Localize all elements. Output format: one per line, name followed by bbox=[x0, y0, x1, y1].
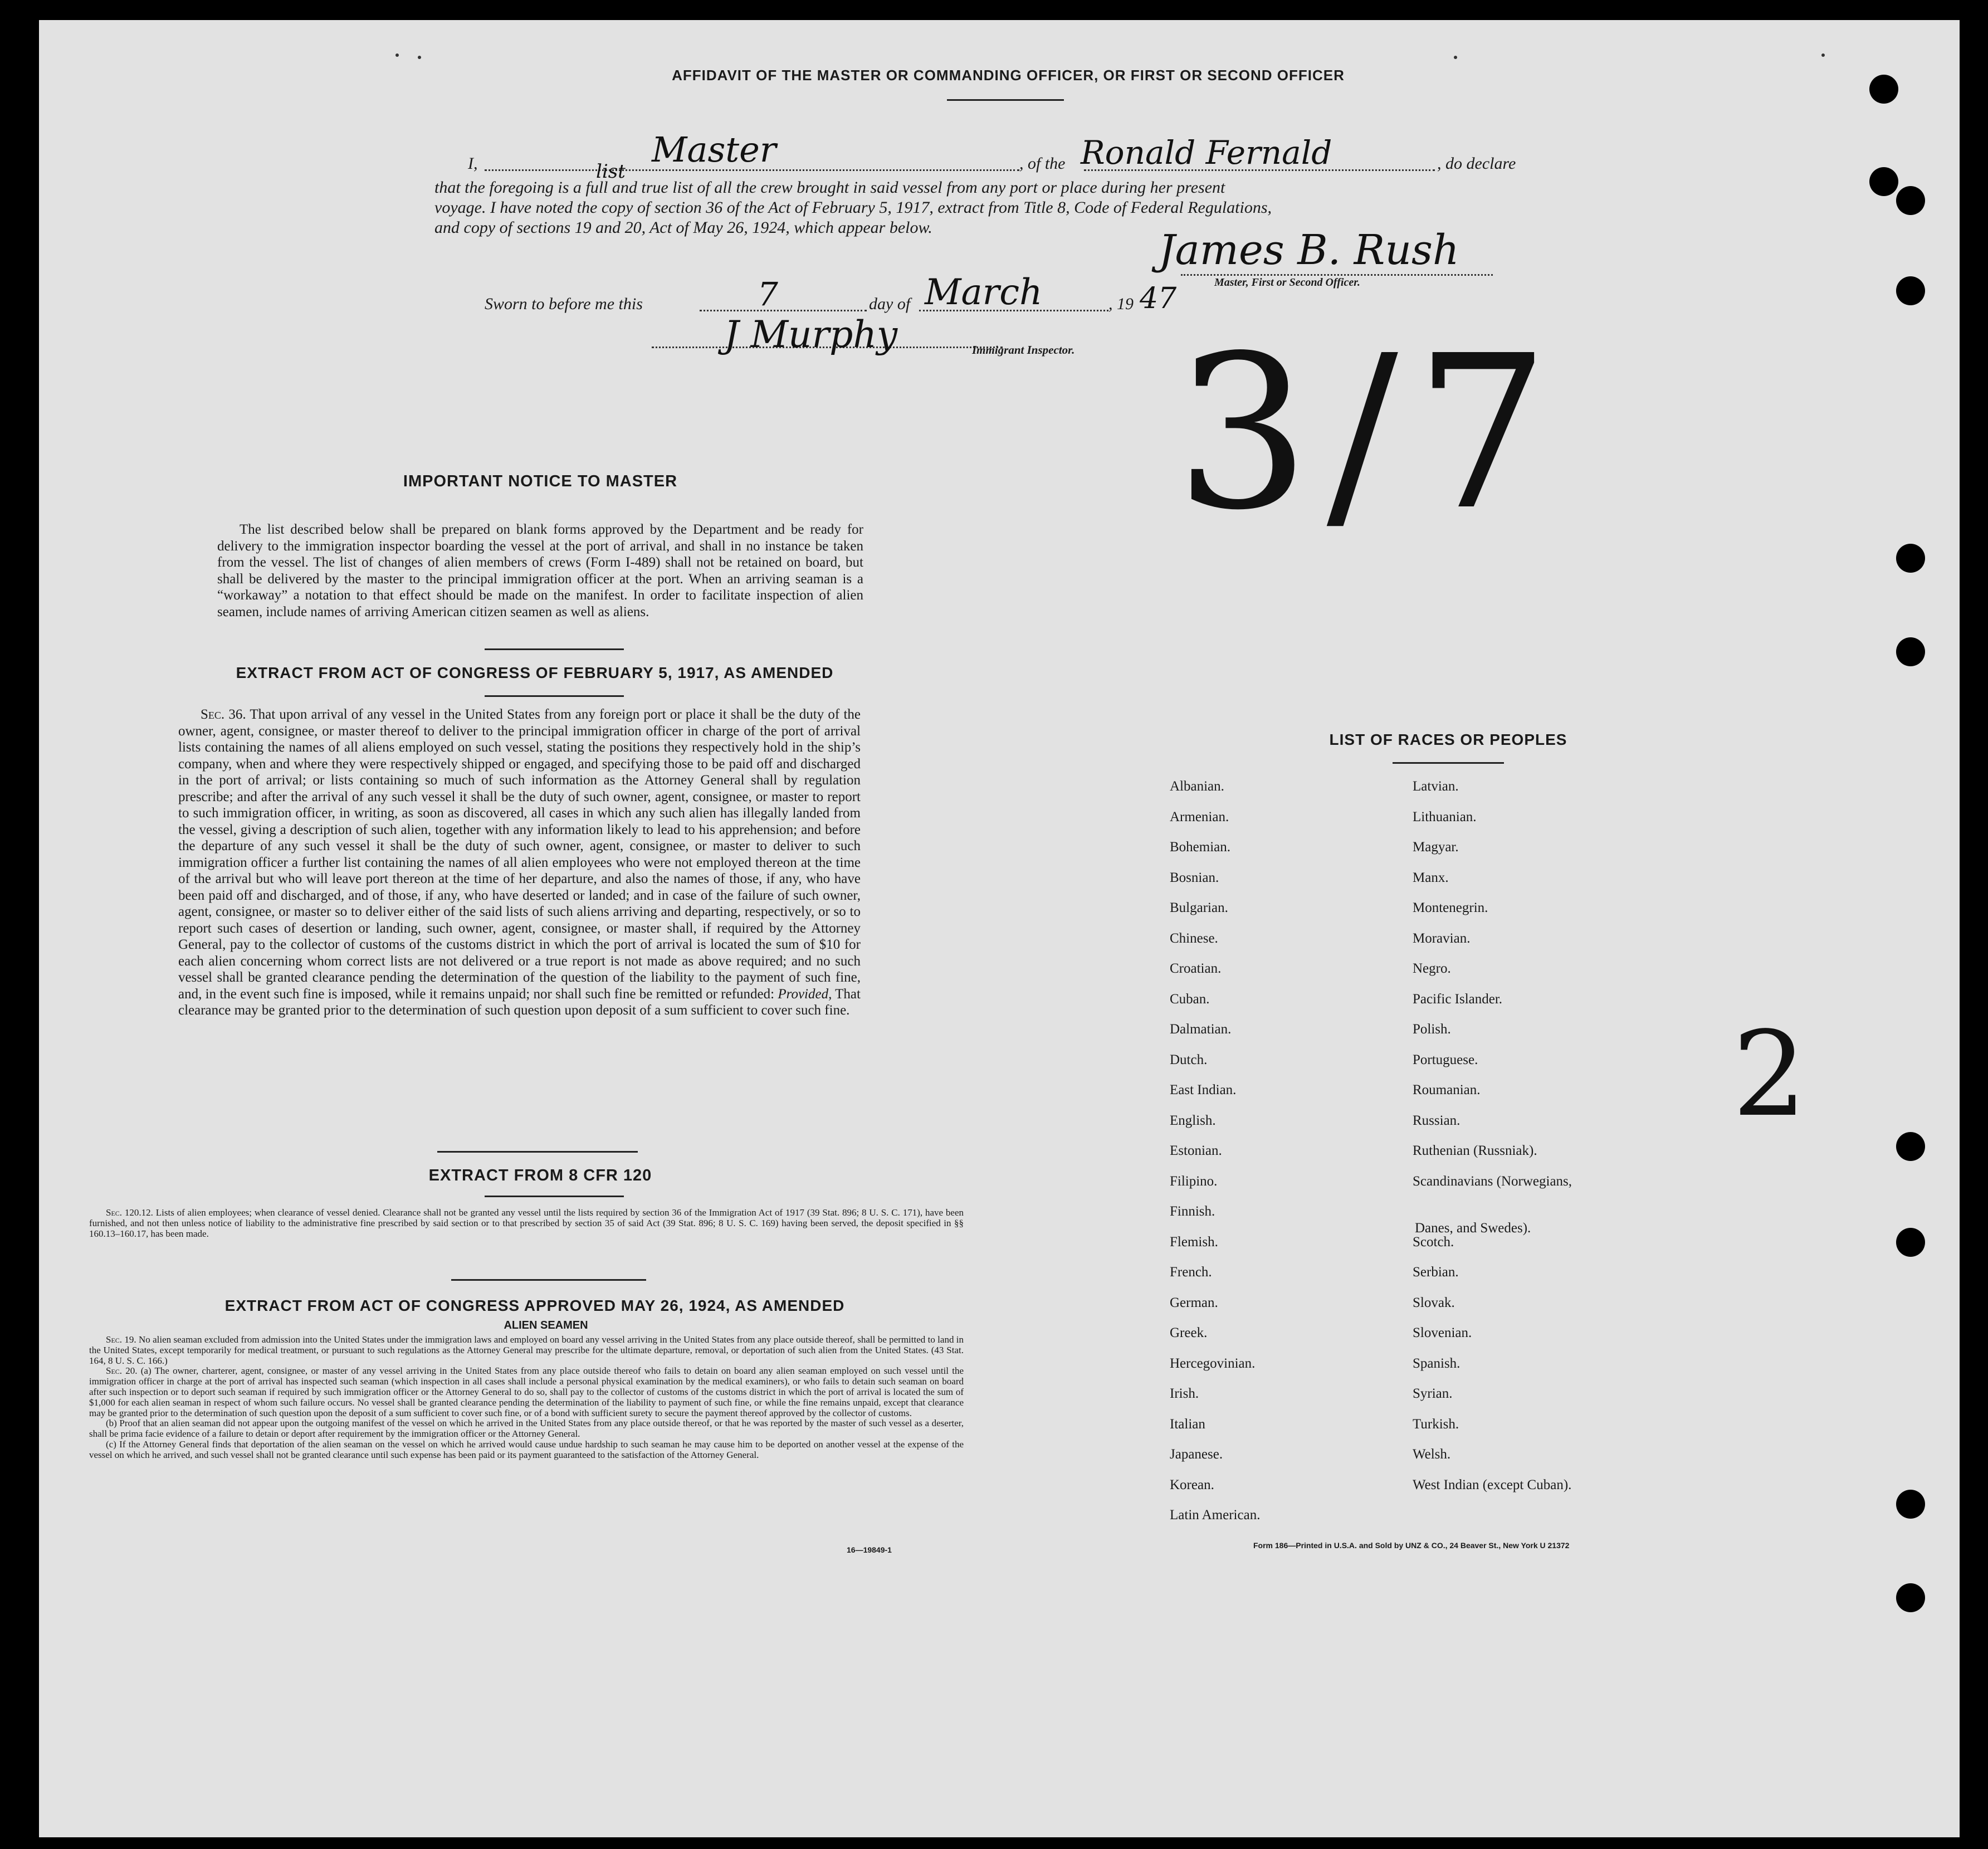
sec-20a-paragraph bbox=[89, 1366, 964, 1418]
race-item: Croatian. bbox=[1170, 961, 1222, 976]
master-signature: James B. Rush bbox=[1159, 226, 1459, 274]
punch-hole-1 bbox=[1869, 75, 1898, 104]
races-underline bbox=[1393, 762, 1504, 764]
sec-19-paragraph bbox=[89, 1335, 964, 1366]
speck bbox=[395, 53, 399, 57]
page-number-annotation: 2 bbox=[1732, 1006, 1807, 1143]
sec-120-text: Lists of alien employees; when clearance of vessel denied. Clearance shall not be granted any vessel until the lists required by section 36 of the Immigration Act of 1917 (39 Stat. 896; 8 U. S. C. 171), have been furnished, and not then unless notice of liability to the administrative fine prescribed by said section or to that prescribed by section 35 of said Act (39 Stat. 896; 8 U. S. C. 169) having been served, the deposit specified in §§ 160.13–160.17, has been made. bbox=[89, 1207, 964, 1239]
race-item: Chinese. bbox=[1170, 930, 1218, 946]
race-item: Scotch. bbox=[1413, 1234, 1454, 1250]
race-item: East Indian. bbox=[1170, 1082, 1237, 1097]
races-heading: LIST OF RACES OR PEOPLES bbox=[1329, 731, 1567, 748]
notice-divider bbox=[485, 648, 624, 650]
race-item: Bosnian. bbox=[1170, 870, 1219, 885]
race-item: Hercegovinian. bbox=[1170, 1355, 1256, 1371]
sec-20a-text: (a) The owner, charterer, agent, consignee, or master of any vessel arriving in the United States from any place outside thereof who fails to detain on board any alien seaman employed on such vessel until the immigration officer in charge at the port of arrival has inspected such seaman (which inspection in all cases shall include a personal physical examination by the medical examiners), or who fails to detain such seaman on board after such inspection or to deport such seaman if required by such immigration officer or the Attorney General to do so, shall pay to the collector of customs of the customs district in which the port of arrival is located the sum of $1,000 for each alien seaman in respect of whom such failure occurs. No vessel shall be granted clearance pending the determination of the liability to payment of such fine, or while the fine remains unpaid, except that clearance may be granted prior to the determination of such question upon the deposit of a sum sufficient to cover such fine, or of a bond with sufficient surety to secure the payment thereof approved by the collector of customs. bbox=[89, 1365, 964, 1418]
race-item: Danes, and Swedes). bbox=[1415, 1221, 1531, 1236]
race-item: Estonian. bbox=[1170, 1143, 1222, 1158]
race-item: Serbian. bbox=[1413, 1265, 1459, 1280]
race-item: Scandinavians (Norwegians, bbox=[1413, 1173, 1572, 1189]
extract-1917-underline bbox=[485, 695, 624, 697]
vessel-name-handwritten: Ronald Fernald bbox=[1081, 134, 1332, 172]
race-item: Pacific Islander. bbox=[1413, 991, 1503, 1007]
year-prefix: , 19 bbox=[1108, 295, 1134, 313]
declaration-line-3: voyage. I have noted the copy of section 36 of the Act of February 5, 1917, extract from Title 8, Code of Federal Regulations, bbox=[434, 198, 1272, 217]
cfr-heading: EXTRACT FROM 8 CFR 120 bbox=[428, 1167, 652, 1184]
race-item: Negro. bbox=[1413, 961, 1451, 976]
inspector-caption: Immigrant Inspector. bbox=[972, 343, 1075, 357]
race-item: Bulgarian. bbox=[1170, 900, 1228, 915]
race-item: Korean. bbox=[1170, 1477, 1214, 1492]
affidavit-title: AFFIDAVIT OF THE MASTER OR COMMANDING OFFICER, OR FIRST OR SECOND OFFICER bbox=[672, 67, 1345, 84]
year-handwritten: 47 bbox=[1140, 282, 1177, 315]
race-item: Filipino. bbox=[1170, 1173, 1218, 1189]
race-item: Slovenian. bbox=[1413, 1325, 1472, 1340]
speck bbox=[1454, 56, 1457, 59]
day-line bbox=[700, 310, 867, 311]
race-item: Ruthenian (Russniak). bbox=[1413, 1143, 1537, 1158]
master-signature-caption: Master, First or Second Officer. bbox=[1214, 276, 1360, 289]
race-item: Dutch. bbox=[1170, 1052, 1208, 1067]
race-item: West Indian (except Cuban). bbox=[1413, 1477, 1572, 1492]
race-item: Latvian. bbox=[1413, 779, 1459, 794]
extract-1917-text bbox=[178, 706, 861, 1019]
big-date-annotation: 3/7 bbox=[1175, 310, 1566, 557]
notice-text: The list described below shall be prepared on blank forms approved by the Department and be ready for delivery to the immigration inspector boarding the vessel at the port of arrival, and shall in no instance be taken from the vessel. The list of changes of alien members of crews (Form I-489) shall not be retained on board, but shall be delivered by the master to the principal immigration officer at the port. When an arriving seaman is a “workaway” a notation to that effect should be made on the manifest. In order to facilitate inspection of alien seamen, include names of arriving American citizen seamen as well as aliens. bbox=[217, 522, 863, 619]
race-item: Spanish. bbox=[1413, 1355, 1461, 1371]
sec-20-label: Sec. 20. bbox=[106, 1365, 138, 1377]
race-item: Moravian. bbox=[1413, 930, 1471, 946]
sworn-label: Sworn to before me this bbox=[485, 295, 643, 313]
day-of-label: day of bbox=[869, 295, 911, 313]
i-label: I, bbox=[468, 154, 478, 173]
form-printer-line: Form 186—Printed in U.S.A. and Sold by UNZ & CO., 24 Beaver St., New York U 21372 bbox=[1253, 1541, 1570, 1550]
form-code: 16—19849-1 bbox=[847, 1545, 892, 1554]
race-item: Montenegrin. bbox=[1413, 900, 1488, 915]
race-item: Magyar. bbox=[1413, 840, 1459, 855]
day-handwritten: 7 bbox=[758, 275, 778, 313]
cfr-divider bbox=[451, 1279, 646, 1281]
race-item: Roumanian. bbox=[1413, 1082, 1481, 1097]
extract-1917-divider bbox=[437, 1151, 638, 1153]
race-item: Italian bbox=[1170, 1416, 1205, 1432]
race-item: Latin American. bbox=[1170, 1508, 1261, 1523]
race-item: Flemish. bbox=[1170, 1234, 1218, 1250]
speck bbox=[418, 56, 421, 59]
race-item: Finnish. bbox=[1170, 1204, 1215, 1219]
race-item: Greek. bbox=[1170, 1325, 1208, 1340]
do-declare-label: , do declare bbox=[1437, 154, 1516, 173]
race-item: French. bbox=[1170, 1265, 1212, 1280]
list-type-handwritten: list bbox=[596, 160, 626, 183]
sec-19-label: Sec. 19. bbox=[106, 1334, 136, 1345]
sec-120-label: Sec. 120.12. bbox=[106, 1207, 153, 1218]
race-item: German. bbox=[1170, 1295, 1218, 1310]
race-item: Bohemian. bbox=[1170, 840, 1231, 855]
declaration-line-2: that the foregoing is a full and true list of all the crew brought in said vessel from any port or place during her present bbox=[434, 178, 1225, 197]
punch-hole-9 bbox=[1896, 1490, 1925, 1519]
punch-hole-8 bbox=[1896, 1228, 1925, 1257]
title-underline bbox=[947, 99, 1064, 101]
alien-seamen-subheading: ALIEN SEAMEN bbox=[504, 1319, 588, 1331]
punch-hole-5 bbox=[1896, 544, 1925, 573]
officer-title-handwritten: Master bbox=[652, 129, 776, 170]
cfr-text bbox=[89, 1208, 964, 1239]
of-the-label: , of the bbox=[1019, 154, 1066, 173]
punch-hole-4 bbox=[1896, 276, 1925, 305]
race-item: Irish. bbox=[1170, 1386, 1199, 1401]
race-item: Lithuanian. bbox=[1413, 809, 1477, 825]
extract-1917-heading: EXTRACT FROM ACT OF CONGRESS OF FEBRUARY 5, 1917, AS AMENDED bbox=[236, 664, 834, 681]
sec-20b-paragraph: (b) Proof that an alien seaman did not appear upon the outgoing manifest of the vessel on which he arrived in the United States from any place outside thereof, or that he was reported by the master of such vessel as a deserter, shall be prima facie evidence of a failure to detain or deport after requirement by the immigration officer or the Attorney General. bbox=[89, 1418, 964, 1440]
punch-hole-2 bbox=[1869, 167, 1898, 196]
race-item: Japanese. bbox=[1170, 1447, 1223, 1462]
sec-19-text: No alien seaman excluded from admission into the United States under the immigration laws and employed on board any vessel arriving in the United States from any place outside thereof, shall be permitted to land in the United States, except temporarily for medical treatment, or pursuant to such regulations as the Attorney General may prescribe for the ultimate departure, removal, or deportation of such alien from the United States. (43 Stat. 164, 8 U. S. C. 166.) bbox=[89, 1334, 964, 1366]
race-item: Russian. bbox=[1413, 1113, 1461, 1128]
race-item: Syrian. bbox=[1413, 1386, 1453, 1401]
provided-label: Provided, bbox=[778, 986, 832, 1002]
sec-20c-paragraph: (c) If the Attorney General finds that deportation of the alien seaman on the vessel on which he arrived would cause undue hardship to such seaman he may cause him to be deported on another vessel at the expense of the vessel on which he arrived, and such vessel shall not be granted clearance until such expense has been paid or its payment guaranteed to the satisfaction of the Attorney General. bbox=[89, 1438, 964, 1460]
race-item: Dalmatian. bbox=[1170, 1022, 1232, 1037]
race-item: Albanian. bbox=[1170, 779, 1224, 794]
cfr-underline bbox=[485, 1196, 624, 1197]
race-item: Turkish. bbox=[1413, 1416, 1459, 1432]
speck bbox=[1821, 53, 1825, 57]
race-item: Armenian. bbox=[1170, 809, 1229, 825]
form-page bbox=[39, 20, 1960, 1837]
extract-1924-heading: EXTRACT FROM ACT OF CONGRESS APPROVED MAY 26, 1924, AS AMENDED bbox=[224, 1297, 845, 1314]
sec-36-text-end: That clearance may be granted prior to the determination of such question upon deposit of a sum sufficient to cover such fine. bbox=[178, 986, 861, 1018]
notice-heading: IMPORTANT NOTICE TO MASTER bbox=[403, 472, 678, 490]
race-item: Portuguese. bbox=[1413, 1052, 1478, 1067]
sec-36-text: That upon arrival of any vessel in the United States from any foreign port or place it shall be the duty of the owner, agent, consignee, or master thereof to deliver to the principal immigration officer in charge of the port of arrival lists containing the names of all aliens employed on such vessel, stating the positions they respectively hold in the ship’s company, when and where they were respectively shipped or engaged, and specifying those to be paid off and discharged in the port of arrival; or lists containing so much of such information as the Attorney General shall by regulation prescribe; and after the arrival of any such vessel it shall be the duty of such owner, agent, consignee, or master to report to such immigration officer, in writing, as soon as discovered, all cases in which any such alien has illegally landed from the vessel, giving a description of such alien, together with any information likely to lead to his apprehension; and before the departure of any such vessel it shall be the duty of such owner, agent, consignee, or master to deliver to such immigration officer a further list containing the names of all alien employees who were not employed thereon at the time of the arrival but who will leave port thereon at the time of her departure, and also the names of those, if any, who have been paid off and discharged, and of those, if any, who have deserted or landed; and in case of the failure of such owner, agent, consignee, or master so to deliver either of the said lists of such aliens arriving and departing, respectively, or so to report such cases of desertion or landing, such owner, agent, consignee, or master shall, if required by the Attorney General, pay to the collector of customs of the customs district in which the port of arrival is located the sum of $10 for each alien concerning whom correct lists are not delivered or a true report is not made as above required; and no such vessel shall be granted clearance pending the determination of the question of the liability to the payment of such fine, and, in the event such fine is imposed, while it remains unpaid; nor shall such fine be remitted or refunded: bbox=[178, 707, 861, 1002]
race-item: Manx. bbox=[1413, 870, 1449, 885]
month-handwritten: March bbox=[925, 272, 1043, 313]
punch-hole-3 bbox=[1896, 186, 1925, 215]
punch-hole-7 bbox=[1896, 1132, 1925, 1161]
inspector-signature: J Murphy bbox=[724, 313, 898, 356]
race-item: Polish. bbox=[1413, 1022, 1451, 1037]
punch-hole-6 bbox=[1896, 637, 1925, 666]
punch-hole-10 bbox=[1896, 1583, 1925, 1612]
declaration-line-4: and copy of sections 19 and 20, Act of May 26, 1924, which appear below. bbox=[434, 218, 932, 237]
sec-36-label: Sec. 36. bbox=[201, 707, 246, 722]
race-item: Slovak. bbox=[1413, 1295, 1455, 1310]
extract-1924-text bbox=[89, 1335, 964, 1461]
race-item: Cuban. bbox=[1170, 991, 1210, 1007]
master-signature-line bbox=[1181, 274, 1493, 276]
race-item: Welsh. bbox=[1413, 1447, 1451, 1462]
race-item: English. bbox=[1170, 1113, 1216, 1128]
